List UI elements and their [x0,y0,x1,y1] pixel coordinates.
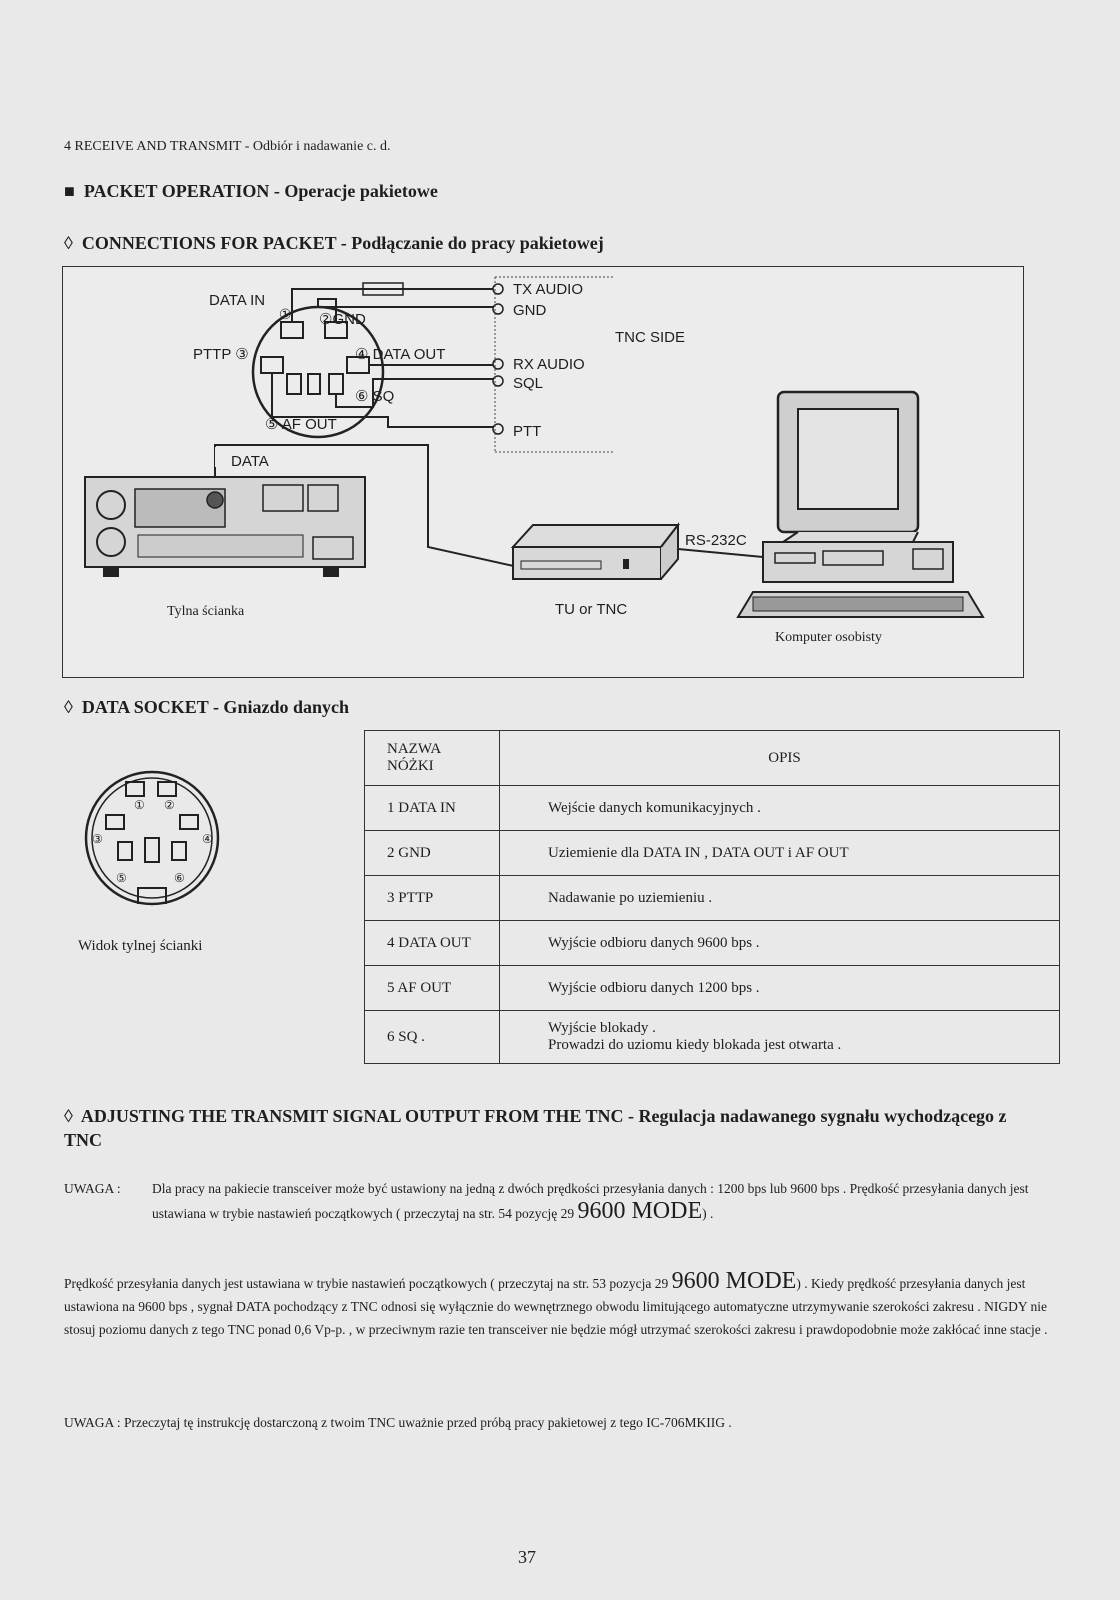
pin-name-cell: 6 SQ . [365,1011,500,1064]
pin-shape [281,322,303,338]
note-2-label: UWAGA : [64,1415,121,1430]
note-1-label: UWAGA : [64,1181,121,1196]
data-socket-heading [64,697,349,718]
label-pin1: ① [279,306,292,322]
pin-desc-cell: Wyjście odbioru danych 9600 bps . [500,921,1060,966]
paragraph-mode: 9600 MODE [671,1268,797,1294]
note-2-text: Przeczytaj tę instrukcję dostarczoną z twoim TNC uważnie przed próbą pracy pakietowej z tego IC-706MKIIG . [124,1415,732,1430]
paragraph-rest: ) . Kiedy prędkość przesyłania danych jest ustawiona na 9600 bps , sygnał DATA pochodzący z TNC odnosi się wyłącznie do wewnętrznego obwodu limitującego automatyczne utrzymywanie szerokości zakresu . NIGDY nie stosuj poziomu danych z tego TNC ponad 0,6 Vp-p. , w przeciwnym razie ten transceiver nie będzie mógł utrzymać szerokości zakresu i prawdopodobnie może zakłócać inne stacje . [64,1276,1048,1337]
label-af-out-pin: ⑤ AF OUT [265,416,337,433]
label-tu-or-tnc: TU or TNC [555,601,628,618]
label-gnd-pin: ②GND [319,311,366,328]
table-row [365,1011,1060,1064]
label-sql: SQL [513,375,544,392]
computer-unit [763,542,953,582]
pin-shape [287,374,301,394]
table-row [365,966,1060,1011]
socket-view-caption: Widok tylnej ścianki [78,938,203,954]
label-data-in: DATA IN [209,292,266,309]
socket-pin2-label: ② [164,798,175,812]
pin-desc-line2: Prowadzi do uziomu kiedy blokada jest otwarta . [548,1037,842,1053]
pin-table-header-row [365,731,1060,786]
pin-name-header-line1: NAZWA [387,741,442,757]
label-ptt: PTT [513,423,542,440]
diamond-bullet-icon: ◊ [64,1106,73,1126]
pin-desc-cell [500,1011,1060,1064]
table-row [365,921,1060,966]
square-bullet-icon: ■ [64,181,75,201]
note-1-end: ) . [702,1206,714,1221]
pin-name-cell: 4 DATA OUT [365,921,500,966]
adjusting-heading-text: ADJUSTING THE TRANSMIT SIGNAL OUTPUT FROM THE TNC - Regulacja nadawanego sygnału wychodzącego z TNC [64,1106,1007,1150]
socket-pin3-label: ③ [92,832,103,846]
label-data: DATA [231,453,269,470]
diamond-bullet-icon: ◊ [64,233,73,253]
label-data-out-pin: ④ DATA OUT [355,346,446,363]
note-1 [64,1178,1064,1225]
note-1-mode: 9600 MODE [577,1198,703,1224]
tnc-box [513,547,661,579]
label-rs232c: RS-232C [685,532,747,549]
label-tx-audio: TX AUDIO [513,281,584,298]
pin-table [364,730,1060,1064]
label-rx-audio: RX AUDIO [513,356,585,373]
pin-name-cell: 3 PTTP [365,876,500,921]
data-socket-heading-text: DATA SOCKET - Gniazdo danych [81,697,349,717]
packet-heading [64,181,438,202]
diamond-bullet-icon: ◊ [64,697,73,717]
pin-name-header [365,731,500,786]
connections-heading [64,233,604,254]
section-line: 4 RECEIVE AND TRANSMIT - Odbiór i nadawanie c. d. [64,139,391,154]
socket-pin5-label: ⑤ [116,871,127,885]
table-row [365,876,1060,921]
pin-desc-line1: Wyjście blokady . [548,1020,656,1036]
note-1-body [152,1178,1064,1225]
pin-desc-cell: Nadawanie po uziemieniu . [500,876,1060,921]
socket-pin1-label: ① [134,798,145,812]
label-gnd: GND [513,302,547,319]
label-tnc-side: TNC SIDE [615,329,686,346]
table-row [365,786,1060,831]
note-1-text: Dla pracy na pakiecie transceiver może być ustawiony na jedną z dwóch prędkości przesyłania danych : 1200 bps lub 9600 bps . Prędkość przesyłania danych jest ustawiana w trybie nastawień początkowych ( przeczytaj na str. 54 pozycję 29 [152,1181,1029,1221]
table-row [365,831,1060,876]
pin-desc-cell: Uziemienie dla DATA IN , DATA OUT i AF OUT [500,831,1060,876]
paragraph [64,1270,1064,1341]
pin-name-header-line2: NÓŻKI [387,758,434,774]
socket-pin6-label: ⑥ [174,871,185,885]
pin-desc-cell: Wyjście odbioru danych 1200 bps . [500,966,1060,1011]
connections-heading-text: CONNECTIONS FOR PACKET - Podłączanie do pracy pakietowej [81,233,604,253]
pin-desc-header: OPIS [500,731,1060,786]
pin-name-cell: 5 AF OUT [365,966,500,1011]
adjusting-heading [64,1104,1024,1152]
pin-name-cell: 2 GND [365,831,500,876]
label-rear-panel: Tylna ścianka [167,604,245,619]
label-sq-pin: ⑥ SQ [355,388,395,405]
pin-name-cell: 1 DATA IN [365,786,500,831]
pin-shape [308,374,320,394]
pin-desc-cell: Wejście danych komunikacyjnych . [500,786,1060,831]
note-2 [64,1412,1064,1434]
label-pttp: PTTP ③ [193,346,249,363]
pin-shape [329,374,343,394]
paragraph-start: Prędkość przesyłania danych jest ustawiana w trybie nastawień początkowych ( przeczytaj na str. 53 pozycja 29 [64,1276,669,1291]
page-number: 37 [518,1547,536,1567]
socket-pin4-label: ④ [202,832,213,846]
connection-diagram [62,266,1024,678]
packet-heading-text: PACKET OPERATION - Operacje pakietowe [83,181,438,201]
label-pc: Komputer osobisty [775,630,882,645]
pin-shape [261,357,283,373]
